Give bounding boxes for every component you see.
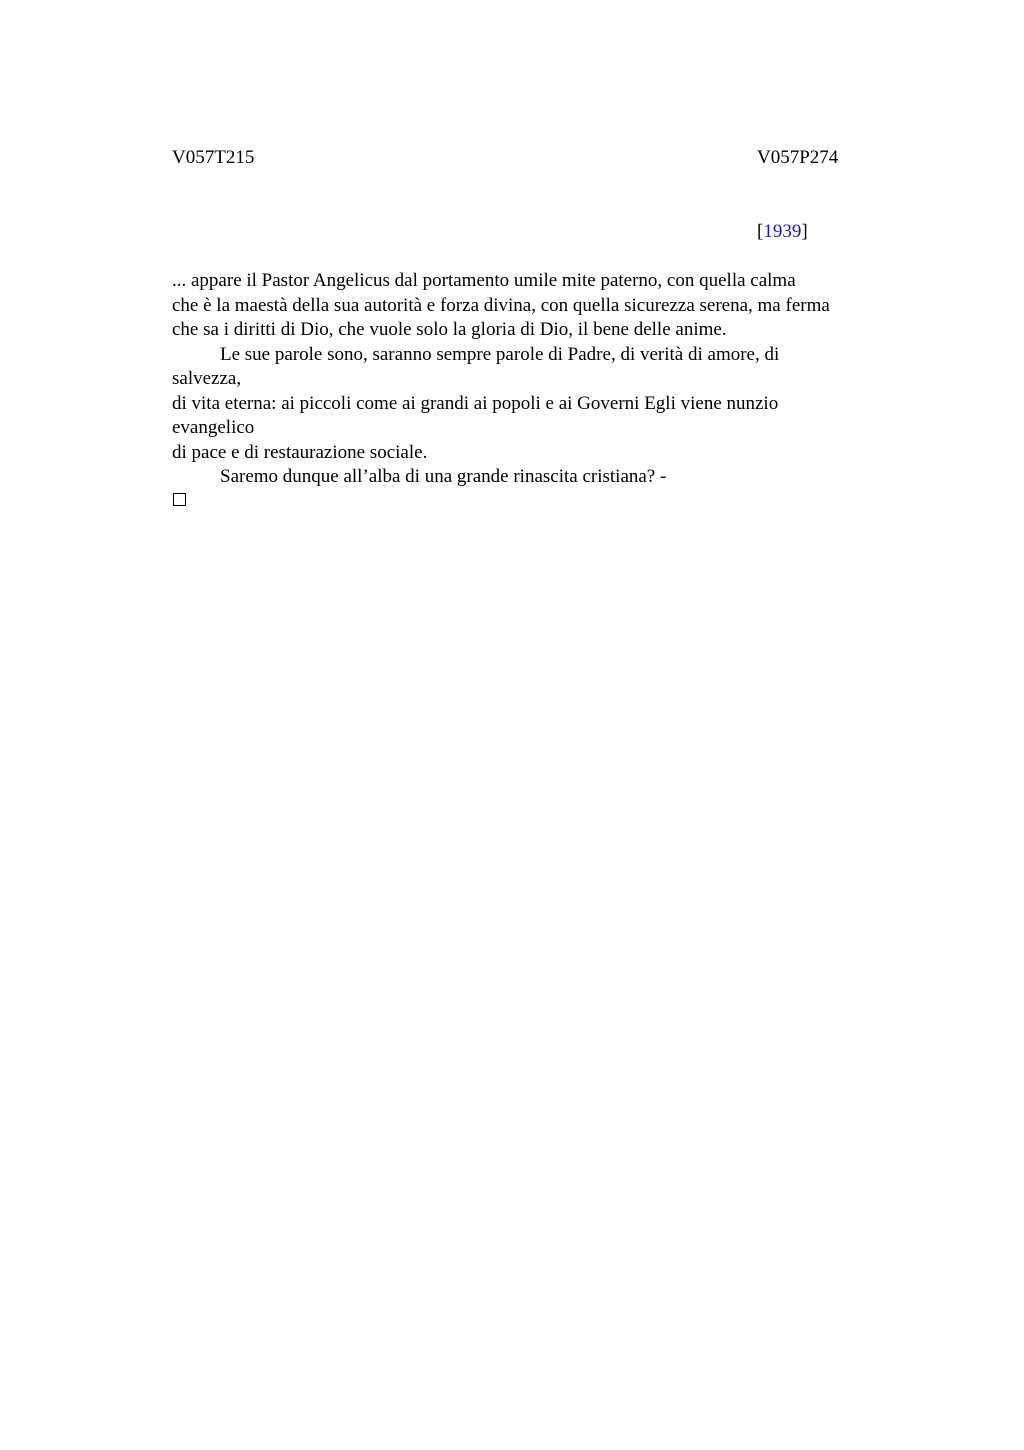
text-line: ... appare il Pastor Angelicus dal portamento umile mite paterno, con quella calma — [172, 270, 796, 291]
text-line: salvezza, — [172, 368, 242, 389]
document-code-left: V057T215 — [172, 147, 255, 168]
document-code-right: V057P274 — [757, 147, 839, 168]
date-open-bracket: [ — [757, 221, 764, 242]
date-reference — [757, 220, 808, 244]
text-line: Le sue parole sono, saranno sempre parole di Padre, di verità di amore, di — [220, 343, 780, 365]
text-line: che è la maestà della sua autorità e forza divina, con quella sicurezza serena, ma ferma — [172, 294, 830, 316]
body-text — [172, 269, 830, 490]
date-year-link[interactable]: 1939 — [763, 221, 802, 242]
text-line: di vita eterna: ai piccoli come ai grandi ai popoli e ai Governi Egli viene nunzio — [172, 392, 779, 414]
text-line: Saremo dunque all’alba di una grande rinascita cristiana? - — [220, 466, 667, 487]
text-line: di pace e di restaurazione sociale. — [172, 441, 428, 463]
date-close-bracket: ] — [801, 221, 808, 242]
empty-square-icon — [173, 493, 186, 506]
text-line: che sa i diritti di Dio, che vuole solo la gloria di Dio, il bene delle anime. — [172, 319, 727, 340]
text-line: evangelico — [172, 417, 255, 438]
